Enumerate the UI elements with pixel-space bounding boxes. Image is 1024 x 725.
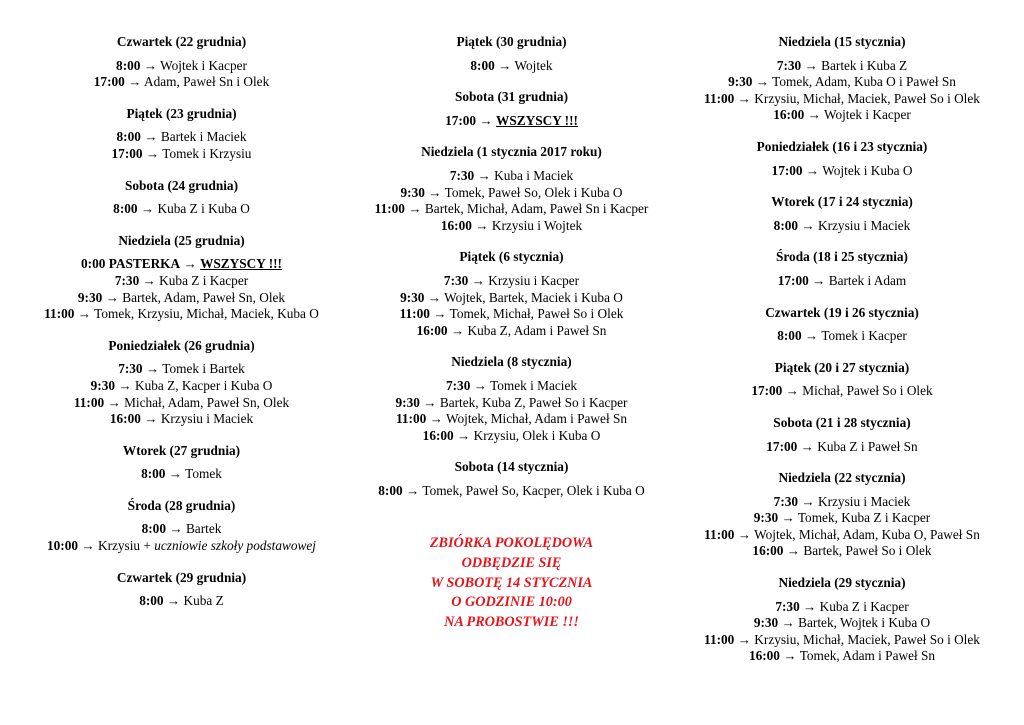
arrow-icon: → [737, 90, 751, 106]
entry-names: Wojtek, Michał, Adam, Kuba O, Paweł Sn [754, 526, 980, 542]
day-title: Piątek (23 grudnia) [126, 105, 237, 121]
arrow-icon: → [812, 272, 826, 288]
entry-time: 8:00 [116, 57, 141, 73]
arrow-icon: → [77, 306, 92, 322]
schedule-entry [345, 218, 678, 235]
entry-time: 7:30 [775, 598, 800, 614]
announcement-line: ODBĘDZIE SIĘ [461, 555, 562, 572]
entry-time: 8:00 [116, 129, 141, 145]
day-title: Czwartek (29 grudnia) [116, 569, 247, 585]
day-block [0, 233, 363, 323]
arrow-icon: → [107, 394, 121, 410]
arrow-icon: → [183, 256, 197, 272]
day-block [676, 194, 1008, 234]
entry-time: 16:00 [109, 411, 141, 427]
entry-names: Kuba Z, Adam i Paweł Sn [467, 322, 607, 338]
entry-time: 7:30 [114, 272, 140, 288]
schedule-column-1 [0, 34, 363, 625]
entry-time: 7:30 [773, 493, 799, 509]
entry-time: 16:00 [416, 322, 448, 338]
entry-time: 17:00 [766, 438, 798, 454]
entry-names: Krzysiu i Wojtek [491, 217, 583, 233]
entry-names: Krzysiu + [97, 538, 151, 554]
schedule-entry [0, 361, 363, 378]
arrow-icon: → [429, 411, 443, 427]
day-block [0, 178, 363, 218]
entry-time: 7:30 [445, 377, 471, 393]
entry-time: 10:00 [46, 538, 79, 554]
day-title: Niedziela (8 stycznia) [451, 354, 572, 370]
entry-names: Michał, Adam, Paweł Sn, Olek [124, 394, 290, 410]
arrow-icon: → [786, 543, 801, 559]
entry-time: 16:00 [422, 427, 454, 443]
arrow-icon: → [498, 57, 512, 73]
entry-time: 16:00 [440, 217, 472, 233]
entry-note: uczniowie szkoły podstawowej [154, 538, 316, 554]
entry-names: Tomek, Paweł So, Kacper, Olek i Kuba O [422, 482, 645, 498]
entry-names: Kuba i Maciek [494, 167, 574, 183]
schedule-entry [345, 201, 678, 218]
arrow-icon: → [143, 57, 158, 73]
entry-time: 17:00 [445, 112, 477, 128]
entry-time: 17:00 [93, 74, 125, 90]
entry-names: Krzysiu, Olek i Kuba O [473, 427, 601, 443]
schedule-entry [676, 273, 1008, 290]
entry-time: 11:00 [73, 394, 105, 410]
day-title: Niedziela (1 stycznia 2017 roku) [421, 144, 602, 160]
schedule-entry [345, 428, 678, 445]
day-title: Poniedziałek (26 grudnia) [108, 337, 255, 353]
arrow-icon: → [105, 289, 119, 305]
schedule-entry [676, 383, 1008, 400]
entry-names: Tomek i Bartek [162, 361, 245, 377]
entry-time: 11:00 [44, 306, 75, 322]
schedule-column-2 [345, 34, 678, 632]
entry-time: 7:30 [449, 167, 475, 183]
day-block [345, 459, 678, 499]
arrow-icon: → [801, 493, 815, 509]
arrow-icon: → [145, 145, 160, 161]
day-block [0, 34, 363, 91]
announcement-line: W SOBOTĘ 14 STYCZNIA [430, 574, 593, 591]
entry-time: 9:30 [753, 615, 779, 631]
entry-time: 11:00 [399, 306, 430, 322]
entry-time: 11:00 [374, 201, 405, 217]
entry-time: 17:00 [751, 383, 783, 399]
schedule-entry [345, 185, 678, 202]
schedule-entry [676, 107, 1008, 124]
entry-names: Wojtek [514, 57, 553, 73]
entry-names: Kuba Z i Kacper [159, 272, 249, 288]
arrow-icon: → [804, 328, 819, 344]
arrow-icon: → [405, 482, 420, 498]
schedule-entry [676, 615, 1008, 632]
entry-time: 9:30 [728, 74, 753, 90]
day-title: Środa (18 i 25 stycznia) [776, 249, 908, 265]
day-title: Czwartek (19 i 26 stycznia) [765, 304, 919, 320]
day-title: Wtorek (17 i 24 stycznia) [771, 194, 913, 210]
day-title: Sobota (24 grudnia) [124, 177, 239, 193]
arrow-icon: → [118, 377, 132, 393]
entry-names: Bartek, Adam, Paweł Sn, Olek [122, 289, 286, 305]
schedule-entry [0, 290, 363, 307]
entry-time: 9:30 [400, 289, 425, 305]
entry-time: 11:00 [704, 90, 735, 106]
entry-names: Tomek, Krzysiu, Michał, Maciek, Kuba O [94, 306, 319, 322]
emphasis-text: WSZYSCY !!! [200, 256, 282, 272]
arrow-icon: → [169, 521, 183, 537]
arrow-icon: → [473, 377, 487, 393]
entry-names: Krzysiu, Michał, Maciek, Paweł So i Olek [754, 90, 980, 106]
schedule-entry [345, 411, 678, 428]
entry-time: 7:30 [776, 57, 802, 73]
arrow-icon: → [427, 289, 442, 305]
arrow-icon: → [81, 538, 95, 554]
schedule-entry [676, 58, 1008, 75]
schedule-entry [676, 218, 1008, 235]
day-block [676, 360, 1008, 400]
schedule-entry [676, 648, 1008, 665]
entry-time: 16:00 [773, 107, 805, 123]
schedule-entry [345, 168, 678, 185]
entry-names: Kuba Z i Kacper [819, 598, 909, 614]
entry-names: Bartek, Kuba Z, Paweł So i Kacper [439, 394, 628, 410]
announcement-line: NA PROBOSTWIE !!! [444, 613, 579, 630]
entry-names: Bartek, Michał, Adam, Paweł Sn i Kacper [424, 201, 649, 217]
arrow-icon: → [781, 615, 795, 631]
entry-names: Bartek, Wojtek i Kuba O [798, 615, 931, 631]
entry-names: Wojtek i Kuba O [822, 162, 913, 178]
schedule-entry [345, 323, 678, 340]
entry-time: 8:00 [141, 466, 166, 482]
entry-names: Krzysiu i Maciek [160, 411, 254, 427]
entry-names: Kuba Z i Kuba O [157, 201, 250, 217]
entry-names: Wojtek i Kacper [160, 57, 247, 73]
arrow-icon: → [140, 201, 155, 217]
arrow-icon: → [781, 510, 795, 526]
schedule-entry [345, 483, 678, 500]
day-title: Piątek (6 stycznia) [459, 249, 564, 265]
entry-time: 9:30 [395, 394, 420, 410]
entry-names: Tomek, Michał, Paweł So i Olek [449, 306, 624, 322]
schedule-entry [676, 74, 1008, 91]
day-title: Sobota (21 i 28 stycznia) [773, 414, 911, 430]
entry-time: 8:00 [470, 57, 495, 73]
day-block [676, 305, 1008, 345]
schedule-entry [0, 378, 363, 395]
arrow-icon: → [144, 411, 158, 427]
arrow-icon: → [805, 162, 820, 178]
day-block [676, 470, 1008, 560]
arrow-icon: → [800, 438, 814, 454]
entry-time: 11:00 [395, 411, 427, 427]
schedule-entry [0, 521, 363, 538]
arrow-icon: → [166, 593, 181, 609]
arrow-icon: → [457, 427, 471, 443]
entry-names: Tomek [185, 466, 222, 482]
schedule-entry [0, 273, 363, 290]
arrow-icon: → [128, 74, 142, 90]
entry-time: 9:30 [77, 289, 103, 305]
emphasis-text: WSZYSCY !!! [496, 112, 578, 128]
entry-names: Wojtek, Michał, Adam i Paweł Sn [446, 411, 628, 427]
arrow-icon: → [475, 217, 489, 233]
schedule-entry [0, 256, 363, 273]
day-title: Poniedziałek (16 i 23 stycznia) [756, 138, 928, 154]
entry-time: 7:30 [443, 272, 469, 288]
arrow-icon: → [471, 272, 485, 288]
schedule-column-3 [676, 34, 1008, 680]
schedule-entry [345, 58, 678, 75]
schedule-entry [0, 466, 363, 483]
day-title: Sobota (31 grudnia) [454, 89, 569, 105]
entry-names: Tomek i Kacper [821, 328, 907, 344]
entry-time: 11:00 [704, 631, 735, 647]
day-block [676, 34, 1008, 124]
arrow-icon: → [737, 526, 752, 542]
entry-time: 9:30 [400, 184, 425, 200]
arrow-icon: → [144, 129, 158, 145]
day-block [345, 354, 678, 444]
schedule-entry [0, 146, 363, 163]
arrow-icon: → [785, 383, 799, 399]
day-block [0, 338, 363, 428]
day-block [345, 144, 678, 234]
entry-time: 7:30 [118, 361, 143, 377]
day-block [345, 89, 678, 129]
day-block [676, 415, 1008, 455]
entry-time: 8:00 [113, 201, 138, 217]
day-block [0, 570, 363, 610]
entry-time: 16:00 [752, 543, 784, 559]
entry-names: Tomek, Adam, Kuba O i Paweł Sn [772, 74, 956, 90]
arrow-icon: → [433, 306, 447, 322]
entry-time: 17:00 [771, 162, 803, 178]
arrow-icon: → [142, 272, 156, 288]
schedule-entry [345, 395, 678, 412]
schedule-entry [676, 328, 1008, 345]
schedule-entry [345, 378, 678, 395]
day-block [0, 106, 363, 163]
schedule-entry [676, 163, 1008, 180]
day-title: Piątek (30 grudnia) [456, 34, 567, 49]
schedule-entry [0, 538, 363, 555]
announcement-line: O GODZINIE 10:00 [451, 594, 572, 611]
schedule-entry [676, 543, 1008, 560]
arrow-icon: → [803, 598, 817, 614]
day-title: Sobota (14 stycznia) [454, 459, 569, 475]
schedule-entry [0, 201, 363, 218]
entry-names: Wojtek i Kacper [823, 107, 911, 123]
arrow-icon: → [145, 361, 160, 377]
entry-names: Michał, Paweł So i Olek [802, 383, 933, 399]
day-title: Piątek (20 i 27 stycznia) [774, 359, 910, 375]
arrow-icon: → [807, 107, 821, 123]
day-title: Czwartek (22 grudnia) [116, 34, 247, 49]
entry-names: Tomek, Paweł So, Olek i Kuba O [444, 184, 623, 200]
day-title: Niedziela (15 stycznia) [778, 34, 906, 49]
arrow-icon: → [168, 466, 183, 482]
entry-names: Wojtek, Bartek, Maciek i Kuba O [444, 289, 623, 305]
arrow-icon: → [755, 74, 770, 90]
schedule-entry [0, 411, 363, 428]
schedule-entry [345, 273, 678, 290]
arrow-icon: → [450, 322, 465, 338]
day-block [676, 575, 1008, 665]
entry-time: 8:00 [773, 217, 799, 233]
schedule-entry [0, 306, 363, 323]
entry-time: 11:00 [704, 526, 735, 542]
announcement [345, 534, 678, 632]
entry-names: Kuba Z [183, 593, 224, 609]
entry-time: 9:30 [753, 510, 779, 526]
schedule-entry [0, 74, 363, 91]
day-block [0, 498, 363, 555]
entry-names: Bartek, Paweł So i Olek [803, 543, 932, 559]
entry-names: Tomek i Krzysiu [162, 145, 252, 161]
entry-time: 17:00 [111, 145, 143, 161]
schedule-entry [345, 306, 678, 323]
entry-names: Bartek [185, 521, 222, 537]
day-block [676, 139, 1008, 179]
day-block [676, 249, 1008, 289]
day-title: Środa (28 grudnia) [127, 497, 236, 513]
announcement-line: ZBIÓRKA POKOLĘDOWA [429, 535, 594, 552]
entry-time: 17:00 [777, 272, 809, 288]
schedule-entry [676, 632, 1008, 649]
notice-holder [345, 534, 678, 632]
arrow-icon: → [801, 217, 815, 233]
schedule-entry [0, 593, 363, 610]
arrow-icon: → [408, 201, 422, 217]
entry-time: 8:00 [139, 593, 164, 609]
arrow-icon: → [477, 167, 491, 183]
arrow-icon: → [428, 184, 442, 200]
day-title: Niedziela (25 grudnia) [118, 232, 245, 248]
day-title: Niedziela (22 stycznia) [778, 470, 906, 486]
arrow-icon: → [423, 394, 437, 410]
entry-names: Krzysiu i Maciek [818, 493, 911, 509]
arrow-icon: → [737, 631, 751, 647]
day-title: Niedziela (29 stycznia) [778, 575, 906, 591]
schedule-entry [0, 58, 363, 75]
entry-names: Bartek i Adam [828, 272, 907, 288]
entry-names: Tomek, Adam i Paweł Sn [799, 648, 936, 664]
entry-names: Krzysiu i Kacper [488, 272, 580, 288]
entry-time: 0:00 PASTERKA [81, 256, 181, 272]
entry-time: 8:00 [777, 328, 802, 344]
schedule-entry [0, 129, 363, 146]
schedule-entry [676, 91, 1008, 108]
schedule-entry [345, 290, 678, 307]
entry-time: 8:00 [141, 521, 166, 537]
entry-time: 9:30 [90, 377, 116, 393]
entry-names: Krzysiu, Michał, Maciek, Paweł So i Olek [754, 631, 980, 647]
arrow-icon: → [479, 112, 493, 128]
entry-names: Tomek, Kuba Z i Kacper [797, 510, 931, 526]
entry-names: Tomek i Maciek [490, 377, 578, 393]
schedule-entry [676, 439, 1008, 456]
entry-time: 8:00 [378, 482, 403, 498]
entry-names: Adam, Paweł Sn i Olek [144, 74, 270, 90]
entry-names: Bartek i Kuba Z [821, 57, 908, 73]
schedule-entry [345, 113, 678, 130]
schedule-entry [0, 395, 363, 412]
entry-names: Bartek i Maciek [160, 129, 247, 145]
schedule-entry [676, 494, 1008, 511]
schedule-entry [676, 510, 1008, 527]
entry-names: Kuba Z, Kacper i Kuba O [134, 377, 273, 393]
entry-time: 16:00 [748, 648, 780, 664]
arrow-icon: → [804, 57, 818, 73]
schedule-entry [676, 527, 1008, 544]
day-title: Wtorek (27 grudnia) [122, 442, 241, 458]
day-block [0, 443, 363, 483]
day-block [345, 34, 678, 74]
schedule-entry [676, 599, 1008, 616]
arrow-icon: → [783, 648, 797, 664]
day-block [345, 249, 678, 339]
entry-names: Krzysiu i Maciek [818, 217, 911, 233]
entry-names: Kuba Z i Paweł Sn [817, 438, 918, 454]
